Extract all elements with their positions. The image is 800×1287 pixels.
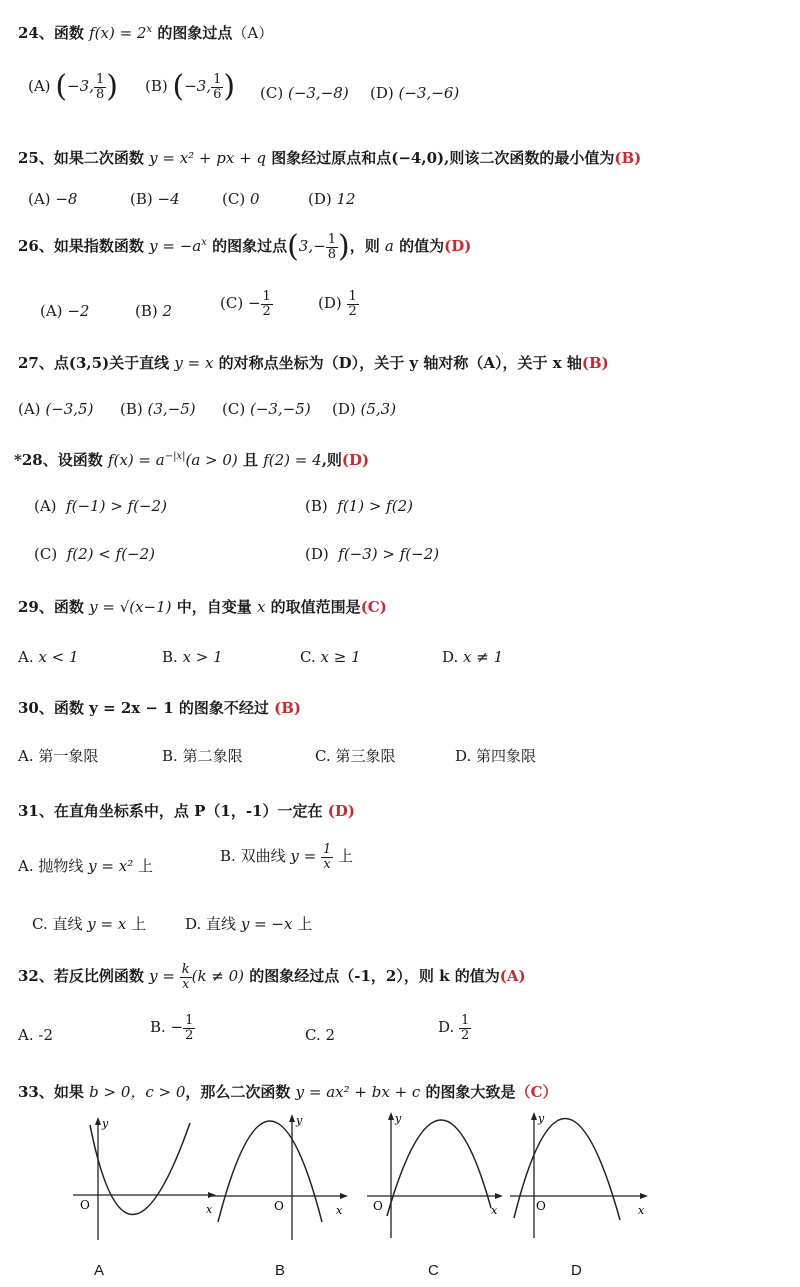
y-axis-arrow-icon (388, 1112, 394, 1120)
option-label: C. (305, 1026, 321, 1044)
math-expr: (k ≠ 0) (191, 967, 245, 986)
option-label: (A) (34, 497, 57, 515)
option-text: 上 (131, 915, 147, 933)
option-value: (−3,−8) (287, 84, 349, 102)
question-26: 26、如果指数函数 $y = -a^x$ 的图象过点(3,− $\frac{1}{8}$ )，则 a 的值为(D) (18, 229, 472, 264)
option-value: 第三象限 (335, 747, 396, 765)
sign: − (170, 1018, 184, 1037)
question-text: ，关于 x 轴 (502, 354, 582, 372)
sign: − (247, 294, 261, 313)
fraction (261, 290, 273, 318)
option-24d (370, 84, 459, 102)
parabola-curve (514, 1118, 620, 1220)
denominator: 2 (348, 303, 357, 319)
option-value: (−3,−5) (249, 400, 311, 418)
option-24b: (B) (−3, $\frac{1}{6}$ ) (145, 69, 236, 104)
denominator: 6 (213, 86, 222, 102)
fraction (180, 963, 192, 991)
option-value: f(−3) > f(−2) (338, 545, 440, 563)
option-25a (28, 190, 77, 208)
option-26d (318, 290, 359, 318)
option-value: (−3,−6) (398, 84, 460, 102)
parabola-curve (387, 1120, 491, 1216)
option-value: -2 (38, 1026, 54, 1044)
option-value: 第四象限 (476, 747, 537, 765)
option-29a (18, 648, 79, 666)
option-label: D. (185, 915, 202, 933)
option-25d (308, 190, 356, 208)
question-text: ，那么二次函数 (185, 1083, 296, 1101)
option-text: 上 (297, 915, 313, 933)
question-text: ，则 (349, 237, 385, 255)
option-value: f(1) > f(2) (337, 497, 413, 515)
option-value: (5,3) (360, 400, 397, 418)
question-text: 如果指数函数 (53, 237, 150, 255)
origin-label: O (80, 1198, 90, 1212)
option-32b (150, 1014, 195, 1042)
question-30 (18, 697, 301, 718)
option-label: C. (315, 747, 331, 765)
option-value: f(−1) > f(−2) (66, 497, 167, 515)
option-label: (C) (34, 545, 58, 563)
fraction (459, 1014, 471, 1042)
option-label: A. (18, 747, 34, 765)
question-28 (14, 449, 369, 470)
option-label: (A) (40, 302, 63, 320)
denominator: 8 (95, 86, 105, 102)
question-text: 的图象经过点（-1，2），则 k 的值为 (244, 967, 500, 986)
option-label: (C) (222, 190, 246, 208)
question-25 (18, 147, 641, 168)
graph-label-b: B (275, 1262, 286, 1279)
origin-label: O (274, 1199, 284, 1213)
math-expr: y = −x (240, 915, 298, 933)
answer: (D) (327, 802, 355, 820)
axis-label-x: x (491, 1204, 498, 1217)
option-label: B. (162, 648, 178, 666)
y-axis-arrow-icon (289, 1114, 295, 1122)
question-32 (18, 963, 526, 991)
axis-label-x: x (638, 1204, 645, 1217)
option-label: (D) (370, 84, 394, 102)
question-text: 的值为 (393, 237, 445, 255)
option-28d (305, 545, 439, 563)
option-value: f(2) < f(−2) (66, 545, 156, 563)
math-expr: f(x) = a (107, 451, 165, 469)
option-value: (−3,5) (45, 400, 94, 418)
option-26c (220, 290, 273, 318)
math-expr: y = x² (88, 857, 138, 875)
x-axis-arrow-icon (640, 1193, 648, 1199)
option-26b (135, 302, 172, 320)
question-number: *28、 (14, 451, 58, 469)
x-axis-arrow-icon (495, 1193, 503, 1199)
option-31c (32, 913, 146, 934)
option-label: (D) (332, 400, 356, 418)
answer: (D) (444, 237, 472, 255)
option-text: 抛物线 (38, 857, 89, 875)
option-label: (A) (18, 400, 41, 418)
option-label: (C) (260, 84, 284, 102)
denominator: x (323, 856, 331, 872)
y-axis-arrow-icon (531, 1112, 537, 1120)
denominator: x (181, 976, 190, 992)
question-text: 且 (237, 451, 264, 469)
option-label: C. (32, 915, 48, 933)
option-label: A. (18, 1026, 34, 1044)
fraction (183, 1014, 195, 1042)
question-number: 26、 (18, 237, 54, 255)
x-axis-arrow-icon (340, 1193, 348, 1199)
axis-label-y: y (538, 1112, 545, 1125)
option-32d (438, 1014, 471, 1042)
option-label: B. (162, 747, 178, 765)
option-29b (162, 648, 223, 666)
option-label: (B) (120, 400, 143, 418)
option-label: (A) (28, 190, 51, 208)
axis-label-x: x (206, 1203, 213, 1216)
denominator: 2 (185, 1027, 194, 1043)
option-28c (34, 545, 155, 563)
option-31b (220, 843, 353, 871)
numerator: 1 (322, 842, 332, 857)
option-value: 第一象限 (38, 747, 99, 765)
answer: (A) (499, 967, 526, 986)
question-text: 如果 (53, 1083, 90, 1101)
fraction (326, 233, 338, 261)
math-expr: f(x) = 2 (89, 24, 147, 42)
math-sup: −|x| (164, 451, 186, 462)
option-value: −2 (67, 302, 90, 320)
numerator: 1 (262, 289, 271, 304)
denominator: 2 (262, 303, 271, 319)
denominator: 2 (461, 1027, 470, 1043)
option-value: (3,−5) (147, 400, 196, 418)
option-32a (18, 1026, 53, 1044)
math-expr: y = ax² + bx + c (295, 1083, 421, 1101)
numerator: 1 (327, 231, 336, 247)
option-31a (18, 855, 153, 876)
math-expr: y = x (87, 915, 132, 933)
graph-d (508, 1108, 658, 1243)
option-label: A. (18, 648, 34, 666)
question-text: 设函数 (57, 451, 108, 469)
question-text: 如果二次函数 (53, 149, 150, 167)
numerator: 1 (95, 71, 105, 87)
option-label: (D) (308, 190, 332, 208)
option-30d (455, 745, 536, 766)
answer: (B) (274, 699, 301, 717)
question-number: 31、 (18, 802, 54, 820)
option-29d (442, 648, 503, 666)
math-expr: (a > 0) (185, 451, 238, 469)
option-value: x > 1 (182, 648, 223, 666)
option-text: 直线 (206, 915, 241, 933)
graph-b (210, 1110, 360, 1245)
question-text: 中，自变量 (171, 598, 257, 616)
option-25c (222, 190, 260, 208)
math-var: a (384, 237, 394, 255)
origin-label: O (373, 1199, 383, 1213)
option-label: (C) (220, 294, 244, 313)
graph-c (365, 1108, 515, 1243)
option-28b (305, 497, 413, 515)
answer: （A） (232, 24, 274, 42)
option-label: A. (18, 857, 34, 875)
math-expr: f(2) = 4 (263, 451, 322, 469)
graph-a (68, 1115, 218, 1245)
option-28a (34, 497, 167, 515)
question-text: 的对称点坐标为 (213, 354, 324, 372)
question-text: ,则 (321, 451, 342, 469)
numerator: 1 (185, 1013, 194, 1028)
option-value: 2 (325, 1026, 336, 1044)
numerator: 1 (213, 71, 222, 87)
question-24 (18, 22, 273, 43)
origin-label: O (536, 1199, 546, 1213)
option-label: D. (442, 648, 459, 666)
question-number: 30、 (18, 699, 54, 717)
option-label: D. (455, 747, 472, 765)
fraction (94, 73, 106, 101)
option-label: (B) (130, 190, 153, 208)
option-27c (222, 400, 311, 418)
y-axis-arrow-icon (95, 1117, 101, 1125)
option-text: 上 (333, 847, 354, 866)
option-value: x ≥ 1 (320, 648, 361, 666)
numerator: k (181, 962, 190, 977)
answer: (C) (360, 598, 387, 616)
option-label: (C) (222, 400, 246, 418)
option-30c (315, 745, 396, 766)
math-expr: y = (290, 847, 321, 866)
question-text: 函数 y = 2x − 1 的图象不经过 (53, 699, 269, 717)
option-label: (B) (145, 77, 168, 95)
answer: （A） (468, 354, 503, 372)
option-value: −4 (157, 190, 180, 208)
question-text: 的图象过点 (152, 24, 233, 42)
question-text: 的取值范围是 (265, 598, 361, 616)
option-27a (18, 400, 93, 418)
option-32c (305, 1026, 335, 1044)
option-value: 12 (336, 190, 356, 208)
axis-label-y: y (296, 1114, 303, 1127)
question-text: 若反比例函数 (53, 967, 150, 986)
question-text: 的图象过点 (206, 237, 288, 255)
point-coords: 3,− (298, 237, 326, 255)
option-value: 第二象限 (182, 747, 243, 765)
option-27b (120, 400, 196, 418)
question-number: 24、 (18, 24, 54, 42)
math-expr: y = x² + px + q (149, 149, 267, 167)
fraction (321, 843, 333, 871)
option-label: (D) (318, 294, 342, 313)
option-31d (185, 913, 312, 934)
question-text: 函数 (53, 24, 90, 42)
question-text: 点(3,5)关于直线 (53, 354, 175, 372)
graph-label-a: A (94, 1262, 105, 1279)
answer: (B) (581, 354, 609, 372)
question-number: 33、 (18, 1083, 54, 1101)
question-29 (18, 596, 387, 617)
math-expr: y = −a (149, 237, 202, 255)
option-29c (300, 648, 361, 666)
axis-label-x: x (336, 1204, 343, 1217)
option-value: −8 (55, 190, 78, 208)
numerator: 1 (348, 289, 357, 304)
option-24a: (A) (−3, $\frac{1}{8}$ ) (28, 69, 118, 104)
option-label: B. (220, 847, 236, 866)
option-label: (B) (305, 497, 328, 515)
option-30a (18, 745, 98, 766)
option-text: 上 (138, 857, 154, 875)
question-text: 的图象大致是 (420, 1083, 516, 1101)
fraction (347, 290, 359, 318)
option-26a (40, 302, 89, 320)
question-text: 在直角坐标系中，点 P（1，-1）一定在 (53, 802, 323, 820)
option-label: B. (150, 1018, 166, 1037)
answer: （D） (323, 354, 360, 372)
option-25b (130, 190, 180, 208)
question-text: 图象经过原点和点(−4,0),则该二次函数的最小值为 (266, 149, 615, 167)
option-label: C. (300, 648, 316, 666)
option-value: −3, (184, 77, 212, 95)
math-var: x (256, 598, 266, 616)
question-31 (18, 800, 355, 821)
question-number: 25、 (18, 149, 54, 167)
denominator: 8 (327, 246, 336, 262)
option-27d (332, 400, 396, 418)
option-text: 双曲线 (240, 847, 291, 866)
option-24c (260, 84, 349, 102)
option-value: 0 (249, 190, 260, 208)
graph-label-c: C (428, 1262, 439, 1279)
option-label: (B) (135, 302, 158, 320)
question-number: 29、 (18, 598, 54, 616)
math-expr: b > 0，c > 0 (89, 1083, 186, 1101)
question-number: 32、 (18, 967, 54, 986)
question-number: 27、 (18, 354, 54, 372)
option-value: 2 (162, 302, 173, 320)
fraction (211, 73, 223, 101)
option-value: −3, (67, 77, 94, 95)
option-label: D. (438, 1018, 455, 1037)
question-33 (18, 1081, 558, 1102)
answer: （C） (515, 1083, 558, 1101)
numerator: 1 (461, 1013, 470, 1028)
math-sup: x (146, 24, 153, 35)
option-text: 直线 (52, 915, 88, 933)
axis-label-y: y (102, 1117, 109, 1130)
math-sup: x (201, 237, 207, 248)
math-expr: y = √(x−1) (89, 598, 172, 616)
question-text: 函数 (53, 598, 90, 616)
option-value: x ≠ 1 (463, 648, 504, 666)
axis-label-y: y (395, 1112, 402, 1125)
option-label: (A) (28, 77, 51, 95)
parabola-curve (218, 1121, 322, 1222)
option-label: (D) (305, 545, 329, 563)
math-expr: y = (149, 967, 180, 986)
answer: (D) (341, 451, 370, 469)
graph-label-d: D (571, 1262, 582, 1279)
option-value: x < 1 (38, 648, 79, 666)
math-expr: y = x (174, 354, 214, 372)
option-30b (162, 745, 243, 766)
question-text: ，关于 y 轴对称 (359, 354, 469, 372)
parabola-curve (90, 1123, 190, 1215)
answer: (B) (614, 149, 642, 167)
question-27 (18, 352, 609, 373)
